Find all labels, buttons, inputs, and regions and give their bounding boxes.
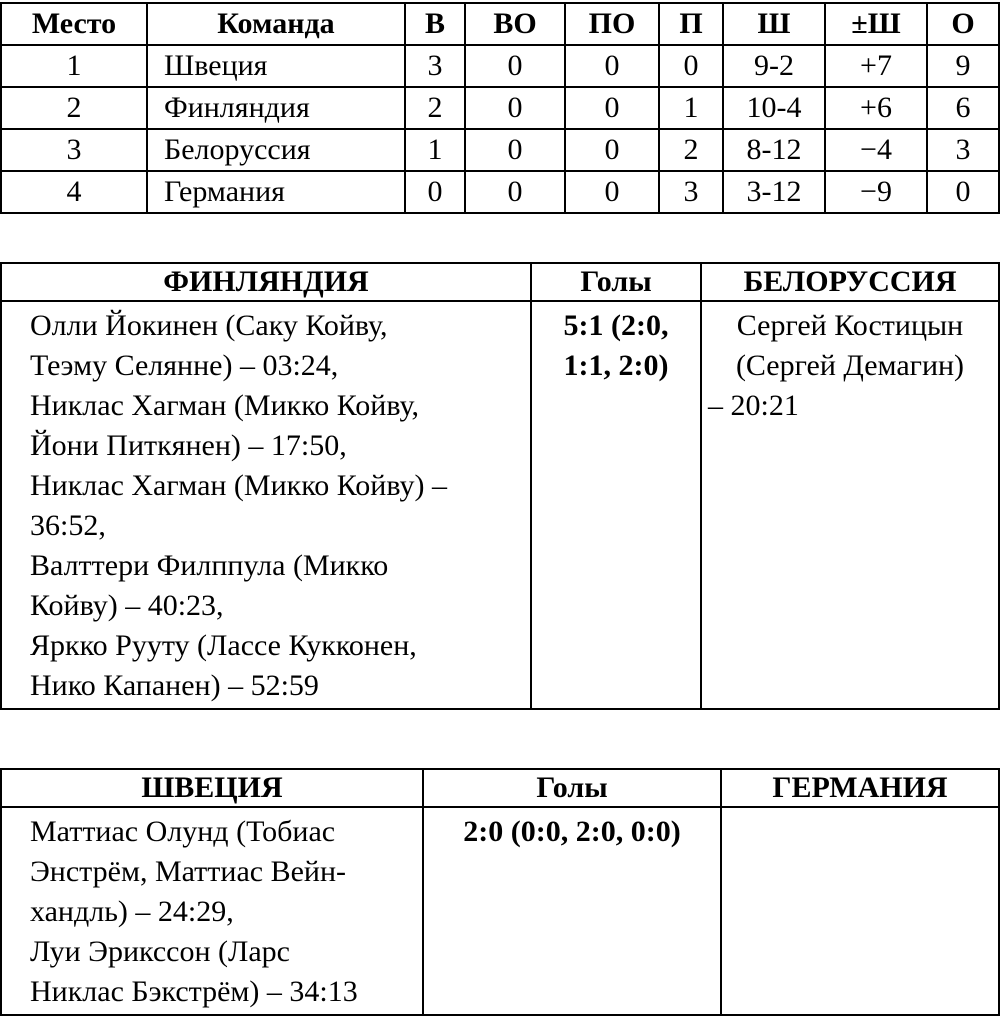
scorer-line: Валттери Филппула (Микко (30, 549, 389, 582)
cell-points: 3 (927, 129, 999, 171)
cell-goal-diff: +7 (825, 45, 927, 87)
cell-team: Швеция (147, 45, 405, 87)
cell-team: Германия (147, 171, 405, 213)
match-score-line: 2:0 (0:0, 2:0, 0:0) (463, 815, 681, 848)
cell-ot-wins: 0 (465, 171, 565, 213)
cell-ot-losses: 0 (565, 45, 659, 87)
cell-goal-diff: +6 (825, 87, 927, 129)
match-body-row (1, 301, 999, 709)
col-header-goal-diff: ±Ш (825, 3, 927, 45)
cell-goal-diff: −4 (825, 129, 927, 171)
col-header-team: Команда (147, 3, 405, 45)
match-goals-header: Голы (423, 769, 721, 807)
cell-wins: 0 (405, 171, 465, 213)
col-header-goals: Ш (723, 3, 825, 45)
cell-losses: 0 (659, 45, 723, 87)
cell-place: 2 (1, 87, 147, 129)
cell-goals: 9-2 (723, 45, 825, 87)
cell-points: 0 (927, 171, 999, 213)
cell-losses: 1 (659, 87, 723, 129)
table-row (1, 87, 999, 129)
scorer-line: Энстрём, Маттиас Вейн- (30, 855, 346, 888)
table-row (1, 171, 999, 213)
scorer-line: Маттиас Олунд (Тобиас (30, 815, 336, 848)
table-row (1, 45, 999, 87)
scorer-line: (Сергей Демагин) (735, 349, 965, 382)
cell-ot-wins: 0 (465, 45, 565, 87)
match-header-row (1, 769, 999, 807)
away-scorers-cell (701, 301, 999, 709)
scorer-line: Теэму Селянне) – 03:24, (30, 349, 339, 382)
standings-header-row (1, 3, 999, 45)
col-header-losses: П (659, 3, 723, 45)
cell-ot-losses: 0 (565, 171, 659, 213)
cell-wins: 3 (405, 45, 465, 87)
scorer-line: Луи Эрикссон (Ларс (30, 935, 290, 968)
scorer-line: Никлас Бэкстрём) – 34:13 (30, 975, 358, 1008)
col-header-place: Место (1, 3, 147, 45)
cell-goals: 10-4 (723, 87, 825, 129)
cell-wins: 1 (405, 129, 465, 171)
cell-points: 6 (927, 87, 999, 129)
cell-place: 1 (1, 45, 147, 87)
match-home-team: ФИНЛЯНДИЯ (1, 263, 531, 301)
match-score-line: 5:1 (2:0, (563, 309, 669, 342)
match-home-team: ШВЕЦИЯ (1, 769, 423, 807)
table-row (1, 129, 999, 171)
match-table-finland-belarus (0, 262, 1000, 710)
scorer-line: хандль) – 24:29, (30, 895, 234, 928)
cell-losses: 2 (659, 129, 723, 171)
match-goals-header: Голы (531, 263, 701, 301)
home-scorers-cell (1, 301, 531, 709)
scorer-line: 36:52, (30, 509, 106, 542)
match-away-team: БЕЛОРУССИЯ (701, 263, 999, 301)
scorer-line: Сергей Костицын (736, 309, 964, 342)
match-score-line: 1:1, 2:0) (563, 349, 669, 382)
scorer-line: Яркко Рууту (Лассе Кукконен, (30, 629, 417, 662)
col-header-wins: В (405, 3, 465, 45)
standings-table (0, 2, 1000, 214)
cell-goals: 3-12 (723, 171, 825, 213)
scorer-line: Нико Капанен) – 52:59 (30, 669, 319, 702)
cell-points: 9 (927, 45, 999, 87)
cell-goal-diff: −9 (825, 171, 927, 213)
cell-team: Финляндия (147, 87, 405, 129)
cell-ot-losses: 0 (565, 129, 659, 171)
scorer-line: Никлас Хагман (Микко Койву) – (30, 469, 447, 502)
match-body-row (1, 807, 999, 1015)
match-score-cell (423, 807, 721, 1015)
away-scorers-cell (721, 807, 999, 1015)
col-header-ot-wins: ВО (465, 3, 565, 45)
cell-losses: 3 (659, 171, 723, 213)
cell-goals: 8-12 (723, 129, 825, 171)
cell-ot-wins: 0 (465, 129, 565, 171)
scorer-line: – 20:21 (708, 389, 799, 422)
col-header-points: О (927, 3, 999, 45)
scorer-line: Койву) – 40:23, (30, 589, 224, 622)
cell-place: 3 (1, 129, 147, 171)
col-header-ot-losses: ПО (565, 3, 659, 45)
match-away-team: ГЕРМАНИЯ (721, 769, 999, 807)
match-score-cell (531, 301, 701, 709)
cell-team: Белоруссия (147, 129, 405, 171)
scorer-line: Йони Питкянен) – 17:50, (30, 429, 347, 462)
scorer-line: Олли Йокинен (Саку Койву, (30, 309, 388, 342)
scorer-line: Никлас Хагман (Микко Койву, (30, 389, 419, 422)
cell-wins: 2 (405, 87, 465, 129)
match-header-row (1, 263, 999, 301)
cell-ot-losses: 0 (565, 87, 659, 129)
cell-place: 4 (1, 171, 147, 213)
home-scorers-cell (1, 807, 423, 1015)
cell-ot-wins: 0 (465, 87, 565, 129)
match-table-sweden-germany (0, 768, 1000, 1016)
